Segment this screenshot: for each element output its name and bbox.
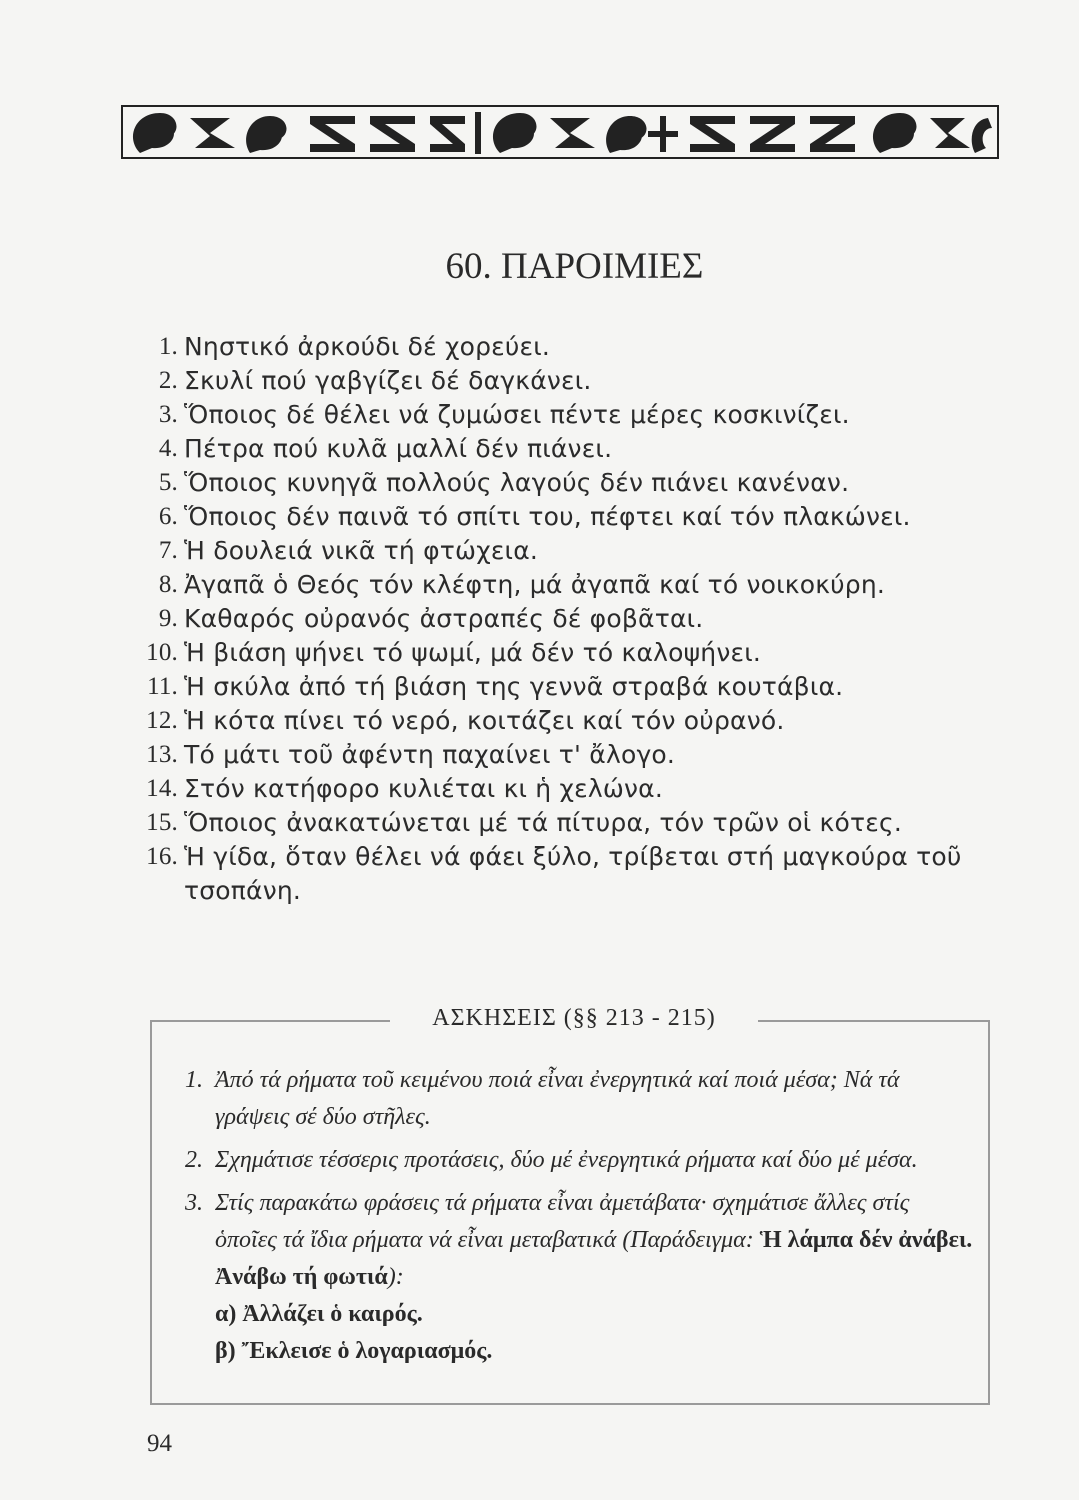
item-text: Ἡ δουλειά νικᾶ τή φτώχεια. — [184, 536, 539, 565]
list-item — [112, 398, 1032, 432]
exercise-item — [185, 1142, 975, 1179]
divider — [758, 1020, 990, 1022]
item-number: 2. — [158, 367, 178, 394]
sub-item-b: β) Ἔκλεισε ὁ λογαριασμός. — [215, 1338, 493, 1364]
list-item — [112, 534, 1032, 568]
item-text: Ἡ γίδα, ὅταν θέλει νά φάει ξύλο, τρίβεται στή μαγκούρα τοῦ τσοπάνη. — [184, 842, 962, 905]
example-end: ): — [387, 1264, 404, 1290]
example-label: (Παράδειγμα: — [622, 1227, 760, 1253]
example-text: Ἡ λάμπα δέν ἀνάβει. Ἀνάβω τή φωτιά — [215, 1227, 973, 1290]
item-number: 3. — [158, 401, 178, 428]
item-number: 13. — [146, 741, 178, 768]
list-item — [112, 670, 1032, 704]
item-number: 15. — [146, 809, 178, 836]
proverb-list — [112, 330, 1032, 908]
divider — [150, 1020, 390, 1022]
exercise-text: Σχημάτισε τέσσερις προτάσεις, δύο μέ ἐνεργητικά ρήματα καί δύο μέ μέσα. — [215, 1147, 918, 1173]
item-number: 8. — [158, 571, 178, 598]
item-text: Ὅποιος ἀνακατώνεται μέ τά πίτυρα, τόν τρῶν οἱ κότες. — [184, 808, 902, 837]
item-number: 16. — [146, 843, 178, 870]
item-number: 4. — [158, 435, 178, 462]
exercise-number: 1. — [185, 1067, 203, 1093]
list-item — [112, 364, 1032, 398]
item-number: 5. — [158, 469, 178, 496]
exercise-item — [185, 1062, 975, 1136]
item-number: 1. — [158, 333, 178, 360]
exercise-number: 2. — [185, 1147, 203, 1173]
list-item — [112, 330, 1032, 364]
item-number: 6. — [158, 503, 178, 530]
list-item — [112, 500, 1032, 534]
item-text: Ἡ κότα πίνει τό νερό, κοιτάζει καί τόν οὐρανό. — [184, 706, 785, 735]
item-text: Στόν κατήφορο κυλιέται κι ἡ χελώνα. — [184, 774, 663, 803]
decorative-ornament-band — [120, 98, 1000, 166]
exercise-number: 3. — [185, 1190, 203, 1216]
item-text: Ὅποιος δέν παινᾶ τό σπίτι του, πέφτει καί τόν πλακώνει. — [184, 502, 911, 531]
list-item — [112, 772, 1032, 806]
list-item — [112, 602, 1032, 636]
exercise-header: ΑΣΚΗΣΕΙΣ (§§ 213 - 215) — [432, 1005, 716, 1031]
list-item — [112, 568, 1032, 602]
list-item — [112, 704, 1032, 738]
item-text: Νηστικό ἀρκούδι δέ χορεύει. — [184, 332, 551, 361]
item-text: Καθαρός οὐρανός ἀστραπές δέ φοβᾶται. — [184, 604, 704, 633]
item-text: Ἡ σκύλα ἀπό τή βιάση της γεννᾶ στραβά κουτάβια. — [184, 672, 844, 701]
exercise-text-block — [215, 1185, 975, 1370]
item-text: Τό μάτι τοῦ ἀφέντη παχαίνει τ' ἄλογο. — [184, 740, 676, 769]
list-item — [112, 840, 1032, 908]
item-text: Ὅποιος δέ θέλει νά ζυμώσει πέντε μέρες κοσκινίζει. — [184, 400, 850, 429]
sub-item-a: α) Ἀλλάζει ὁ καιρός. — [215, 1301, 423, 1327]
item-text: Ἡ βιάση ψήνει τό ψωμί, μά δέν τό καλοψήνει. — [184, 638, 762, 667]
page-title: 60. ΠΑΡΟΙΜΙΕΣ — [445, 246, 704, 287]
item-number: 12. — [146, 707, 178, 734]
item-text: Πέτρα πού κυλᾶ μαλλί δέν πιάνει. — [184, 434, 613, 463]
exercise-text: Ἀπό τά ρήματα τοῦ κειμένου ποιά εἶναι ἐνεργητικά καί ποιά μέσα; Νά τά γράψεις σέ δύο στῆλες. — [215, 1067, 900, 1130]
item-text: Ὅποιος κυνηγᾶ πολλούς λαγούς δέν πιάνει κανέναν. — [184, 468, 850, 497]
list-item — [112, 806, 1032, 840]
item-text: Σκυλί πού γαβγίζει δέ δαγκάνει. — [184, 366, 592, 395]
exercise-text: Στίς παρακάτω φράσεις τά ρήματα εἶναι ἀμετάβατα· σχημάτισε ἄλλες στίς ὁποῖες τά ἴδια ρήματα νά εἶναι μεταβατικά — [215, 1190, 910, 1253]
item-number: 9. — [158, 605, 178, 632]
list-item — [112, 738, 1032, 772]
page-number: 94 — [147, 1430, 172, 1457]
item-number: 11. — [147, 673, 178, 700]
list-item — [112, 636, 1032, 670]
exercise-list — [185, 1062, 975, 1376]
exercise-item — [185, 1185, 975, 1370]
item-number: 7. — [158, 537, 178, 564]
item-text: Ἀγαπᾶ ὁ Θεός τόν κλέφτη, μά ἀγαπᾶ καί τό νοικοκύρη. — [184, 570, 886, 599]
item-number: 10. — [146, 639, 178, 666]
item-number: 14. — [146, 775, 178, 802]
list-item — [112, 432, 1032, 466]
list-item — [112, 466, 1032, 500]
